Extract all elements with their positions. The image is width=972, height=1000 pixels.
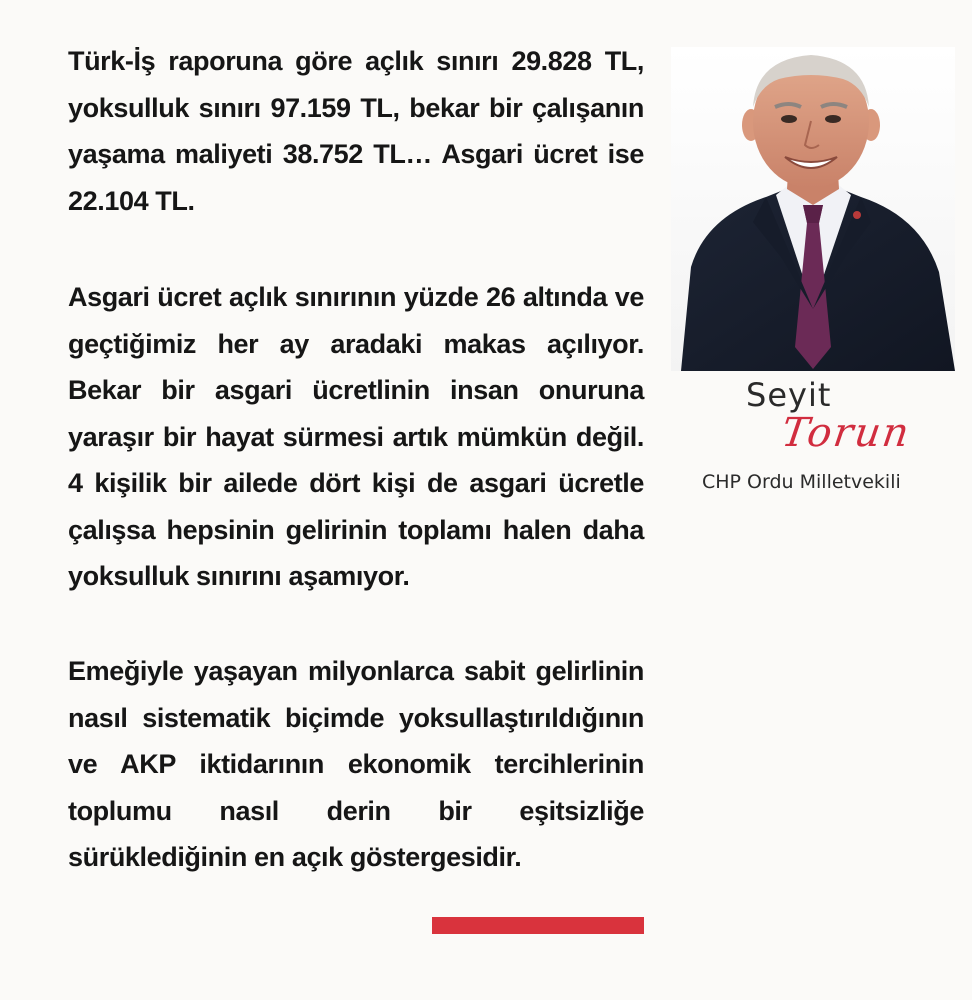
profile-title: CHP Ordu Milletvekili (702, 471, 901, 493)
profile-first-name: Seyit (746, 376, 832, 414)
portrait-photo (671, 47, 955, 371)
accent-bar (432, 917, 644, 934)
article-paragraph-2: Asgari ücret açlık sınırının yüzde 26 altında ve geçtiğimiz her ay aradaki makas açılıyor. Bekar bir asgari ücretlinin insan onuruna yaraşır bir hayat sürmesi artık mümkün değil. 4 kişilik bir ailede dört kişi de asgari ücretle çalışsa hepsinin gelirinin toplamı halen daha yoksulluk sınırını aşamıyor. (68, 282, 644, 591)
article-paragraph-3: Emeğiyle yaşayan milyonlarca sabit gelirlinin nasıl sistematik biçimde yoksullaştırıldığının ve AKP iktidarının ekonomik tercihlerinin toplumu nasıl derin bir eşitsizliğe sürüklediğinin en açık göstergesidir. (68, 656, 644, 872)
profile-last-name: Torun (778, 410, 914, 456)
article-paragraph-1: Türk-İş raporuna göre açlık sınırı 29.828 TL, yoksulluk sınırı 97.159 TL, bekar bir çalışanın yaşama maliyeti 38.752 TL… Asgari ücret ise 22.104 TL. (68, 46, 644, 216)
